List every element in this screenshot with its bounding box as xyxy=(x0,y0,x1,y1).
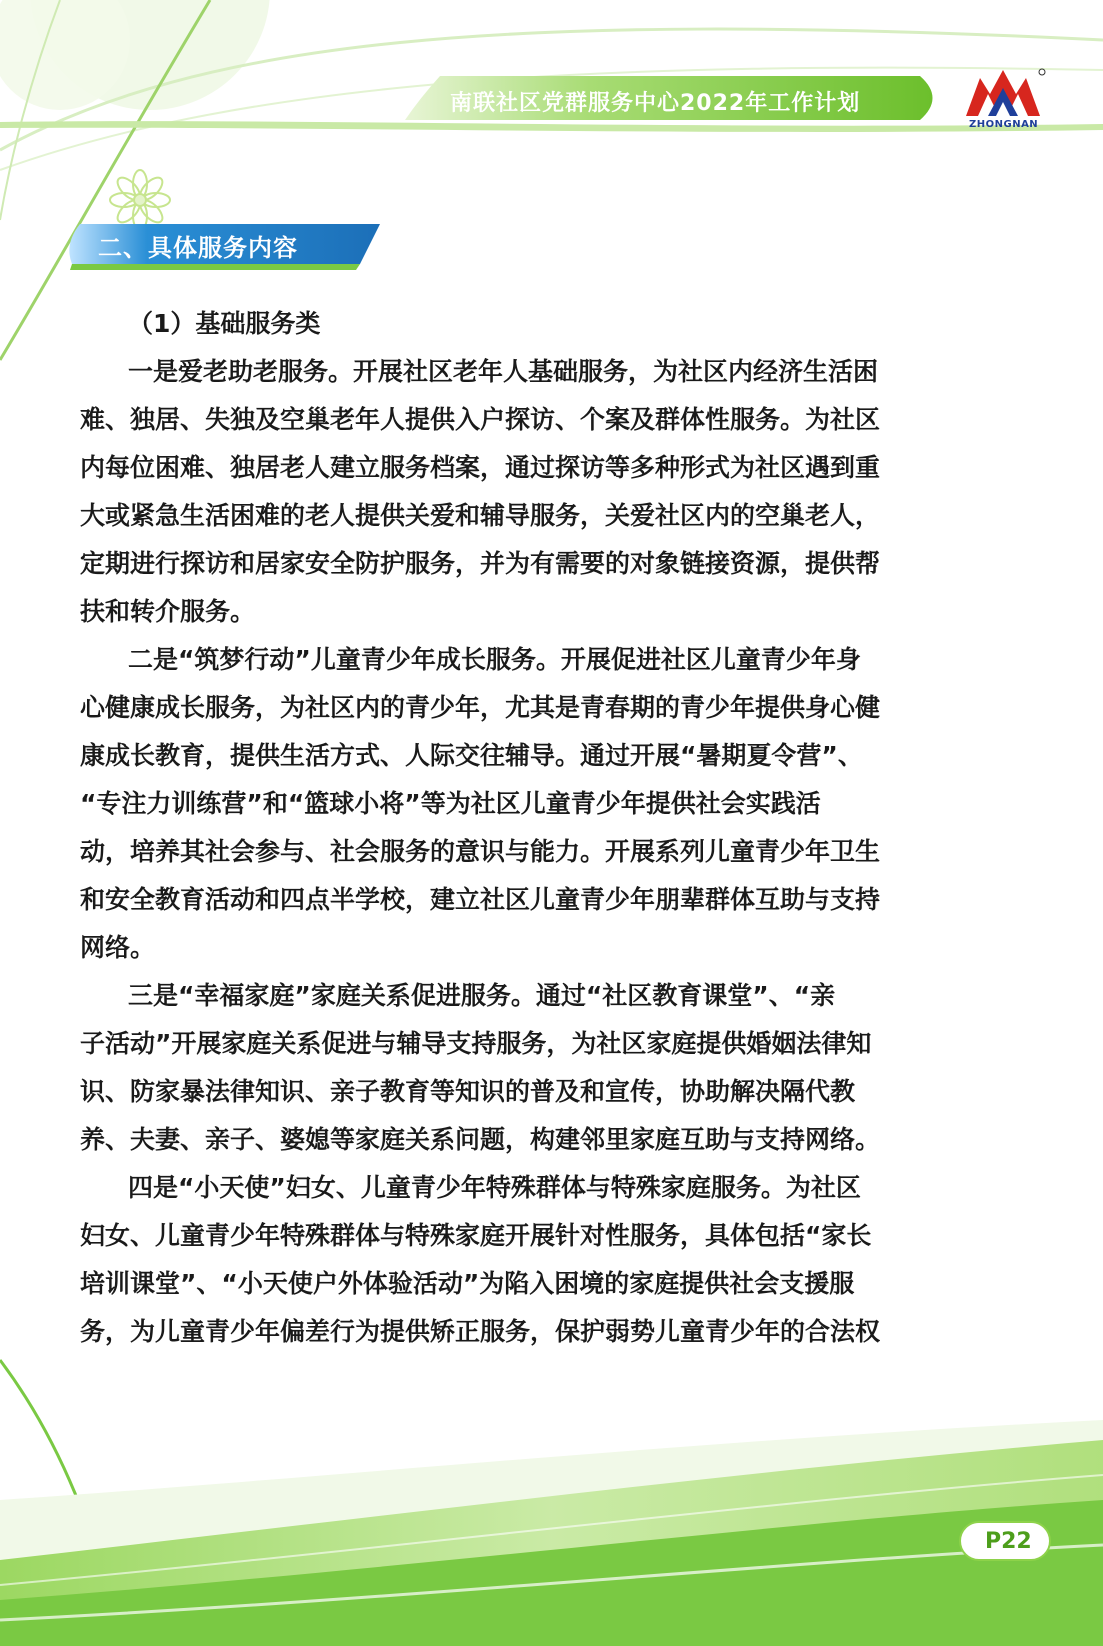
paragraph-line: 内每位困难、独居老人建立服务档案，通过探访等多种形式为社区遇到重 xyxy=(80,453,881,482)
paragraph-line: 三是“幸福家庭”家庭关系促进服务。通过“社区教育课堂”、“亲 xyxy=(128,981,836,1010)
paragraph-line: 妇女、儿童青少年特殊群体与特殊家庭开展针对性服务，具体包括“家长 xyxy=(80,1221,872,1250)
paragraph-line: 大或紧急生活困难的老人提供关爱和辅导服务，关爱社区内的空巢老人， xyxy=(80,501,881,530)
paragraph-line: 一是爱老助老服务。开展社区老年人基础服务，为社区内经济生活困 xyxy=(128,357,879,386)
paragraph-line: 康成长教育，提供生活方式、人际交往辅导。通过开展“暑期夏令营”、 xyxy=(80,741,863,770)
paragraph-line: 网络。 xyxy=(80,933,156,962)
logo-text: ZHONGNAN xyxy=(969,119,1039,130)
paragraph-line: “专注力训练营”和“篮球小将”等为社区儿童青少年提供社会实践活 xyxy=(80,789,821,818)
paragraph-line: 扶和转介服务。 xyxy=(80,597,256,626)
paragraph-line: 务，为儿童青少年偏差行为提供矫正服务，保护弱势儿童青少年的合法权 xyxy=(80,1317,881,1346)
paragraph-line: 和安全教育活动和四点半学校，建立社区儿童青少年朋辈群体互助与支持 xyxy=(80,885,881,914)
paragraph-line: 二是“筑梦行动”儿童青少年成长服务。开展促进社区儿童青少年身 xyxy=(128,645,861,674)
paragraph-line: 养、夫妻、亲子、婆媳等家庭关系问题，构建邻里家庭互助与支持网络。 xyxy=(80,1125,881,1154)
subsection-title: （1）基础服务类 xyxy=(128,309,321,338)
paragraph-line: 动，培养其社会参与、社会服务的意识与能力。开展系列儿童青少年卫生 xyxy=(80,837,881,866)
paragraph-line: 定期进行探访和居家安全防护服务，并为有需要的对象链接资源，提供帮 xyxy=(80,549,881,578)
paragraph-line: 培训课堂”、“小天使户外体验活动”为陷入困境的家庭提供社会支援服 xyxy=(80,1269,855,1298)
paragraph-line: 识、防家暴法律知识、亲子教育等知识的普及和宣传，协助解决隔代教 xyxy=(80,1077,856,1106)
page-number: P22 xyxy=(985,1529,1032,1554)
paragraph-line: 四是“小天使”妇女、儿童青少年特殊群体与特殊家庭服务。为社区 xyxy=(128,1173,861,1202)
section-heading: 二、具体服务内容 xyxy=(98,234,298,262)
paragraph-line: 心健康成长服务，为社区内的青少年，尤其是青春期的青少年提供身心健 xyxy=(80,693,881,722)
paragraph-line: 子活动”开展家庭关系促进与辅导支持服务，为社区家庭提供婚姻法律知 xyxy=(80,1029,872,1058)
document-title: 南联社区党群服务中心2022年工作计划 xyxy=(450,91,861,116)
paragraph-line: 难、独居、失独及空巢老年人提供入户探访、个案及群体性服务。为社区 xyxy=(80,405,881,434)
body-text xyxy=(80,300,1026,1356)
footer-swoosh xyxy=(0,1420,1103,1646)
flower-icon xyxy=(110,170,170,230)
